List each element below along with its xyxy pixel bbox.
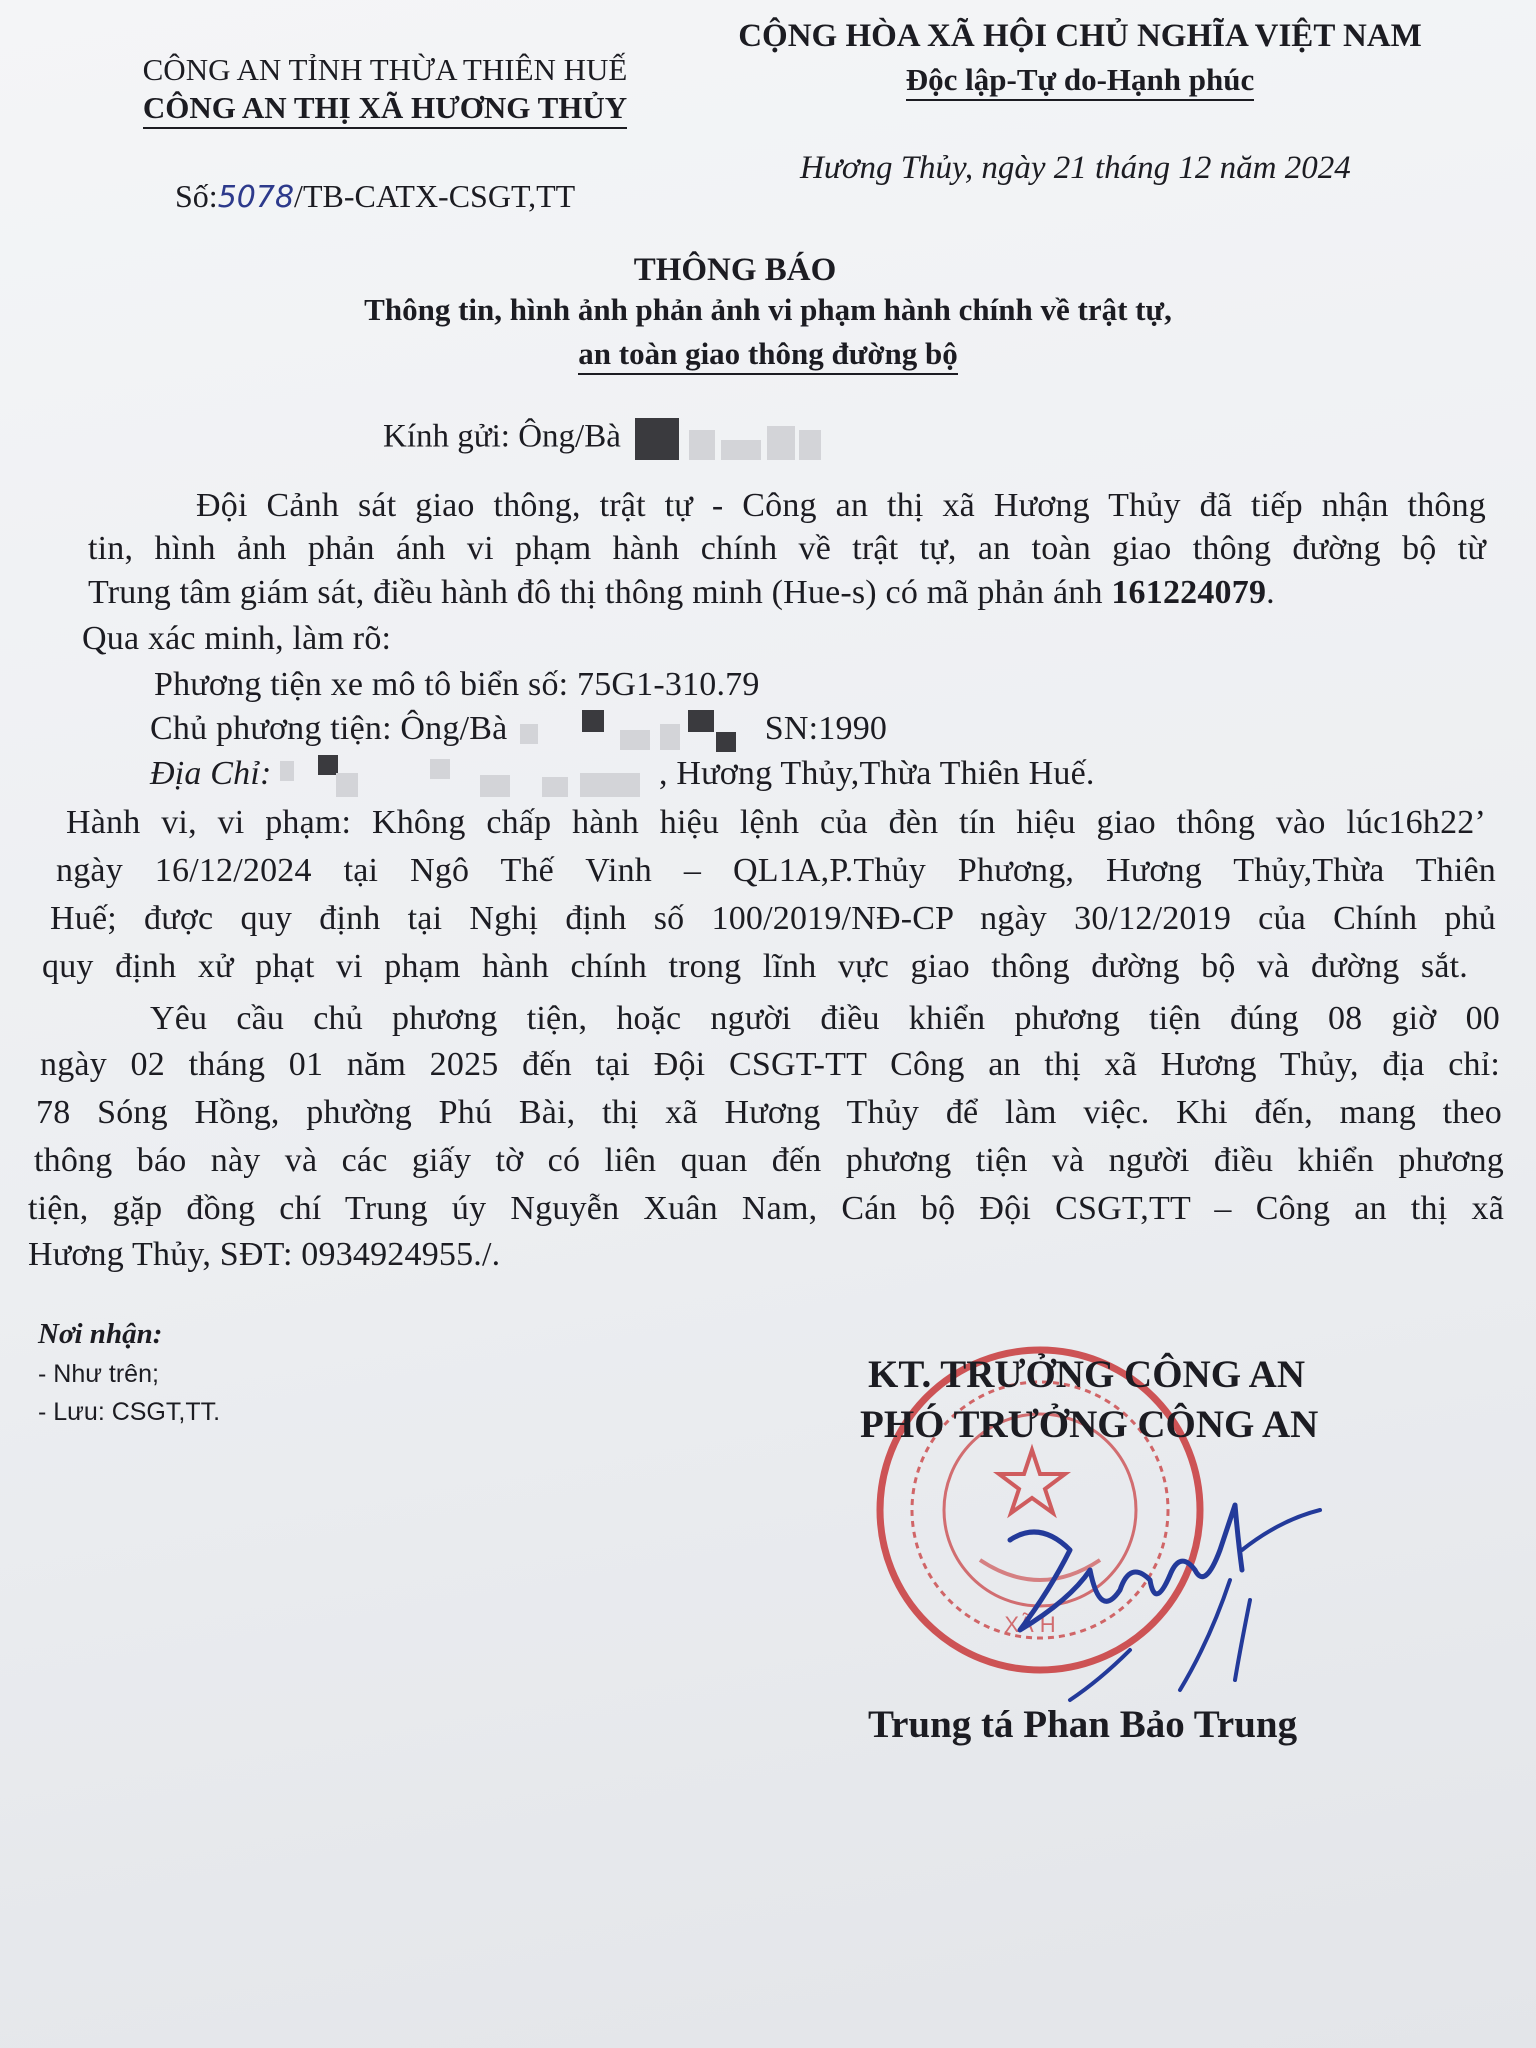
doc-no-prefix: Số: <box>175 178 218 214</box>
subtitle-underlined: an toàn giao thông đường bộ <box>578 336 957 375</box>
document-subtitle-1: Thông tin, hình ảnh phản ảnh vi phạm hành chính về trật tự, <box>364 292 1172 327</box>
place-date: Hương Thủy, ngày 21 tháng 12 năm 2024 <box>800 150 1351 186</box>
request-line1: Yêu cầu chủ phương tiện, hoặc người điều khiển phương tiện đúng 08 giờ 00 <box>150 1000 1500 1037</box>
agency-line-1: CÔNG AN TỈNH THỪA THIÊN HUẾ <box>142 52 628 87</box>
para1-line3 <box>88 574 1275 612</box>
recipient-item-1: - Như trên; <box>38 1360 159 1388</box>
country-title: CỘNG HÒA XÃ HỘI CHỦ NGHĨA VIỆT NAM <box>738 18 1422 54</box>
document-title: THÔNG BÁO <box>633 252 837 288</box>
para1-line3-end: . <box>1266 574 1275 611</box>
request-line3: 78 Sóng Hồng, phường Phú Bài, thị xã Hương Thủy để làm việc. Khi đến, mang theo <box>36 1094 1502 1131</box>
owner-line <box>150 710 887 752</box>
violation-line2: ngày 16/12/2024 tại Ngô Thế Vinh – QL1A,P.Thủy Phương, Hương Thủy,Thừa Thiên <box>56 852 1496 889</box>
signature-title-1: KT. TRƯỞNG CÔNG AN <box>868 1353 1305 1396</box>
violation-line3: Huế; được quy định tại Nghị định số 100/2019/NĐ-CP ngày 30/12/2019 của Chính phủ <box>50 900 1496 937</box>
redacted-name <box>635 418 821 460</box>
recipient-item-2: - Lưu: CSGT,TT. <box>38 1398 221 1426</box>
seal-text: XÃ H <box>1004 1612 1056 1637</box>
owner-label: Chủ phương tiện: Ông/Bà <box>150 710 508 747</box>
address-tail: , Hương Thủy,Thừa Thiên Huế. <box>658 755 1095 792</box>
recipient-label: Kính gửi: Ông/Bà <box>383 418 621 455</box>
request-line2: ngày 02 tháng 01 năm 2025 đến tại Đội CSGT-TT Công an thị xã Hương Thủy, địa chỉ: <box>40 1046 1500 1083</box>
para1-line4: Qua xác minh, làm rõ: <box>82 620 392 657</box>
signature-title-2: PHÓ TRƯỞNG CÔNG AN <box>860 1403 1319 1446</box>
address-line <box>150 755 1095 797</box>
request-line6: Hương Thủy, SĐT: 0934924955./. <box>28 1236 501 1273</box>
owner-birth-year: SN:1990 <box>764 710 888 747</box>
recipient-line <box>383 418 821 460</box>
redacted-address <box>280 755 650 797</box>
para1-line1: Đội Cảnh sát giao thông, trật tự - Công an thị xã Hương Thủy đã tiếp nhận thông <box>196 487 1486 524</box>
para1-line2: tin, hình ảnh phản ánh vi phạm hành chính về trật tự, an toàn giao thông đường bộ từ <box>88 530 1486 567</box>
motto-underlined: Độc lập-Tự do-Hạnh phúc <box>906 62 1255 101</box>
handwritten-signature <box>980 1480 1340 1710</box>
country-motto <box>720 62 1440 98</box>
agency-name-underlined: CÔNG AN THỊ XÃ HƯƠNG THỦY <box>143 90 627 129</box>
document-subtitle-2 <box>0 336 1536 372</box>
violation-line1: Hành vi, vi phạm: Không chấp hành hiệu lệnh của đèn tín hiệu giao thông vào lúc16h22’ <box>66 804 1486 841</box>
redacted-owner <box>516 710 756 752</box>
request-line5: tiện, gặp đồng chí Trung úy Nguyễn Xuân Nam, Cán bộ Đội CSGT,TT – Công an thị xã <box>28 1190 1504 1227</box>
recipients-title: Nơi nhận: <box>38 1318 163 1350</box>
signer-name: Trung tá Phan Bảo Trung <box>868 1703 1298 1746</box>
request-line4: thông báo này và các giấy tờ có liên quan đến phương tiện và người điều khiển phương <box>34 1142 1504 1179</box>
doc-no-suffix: /TB-CATX-CSGT,TT <box>294 178 576 214</box>
agency-line-2 <box>100 90 670 126</box>
violation-line4: quy định xử phạt vi phạm hành chính trong lĩnh vực giao thông đường bộ và đường sắt. <box>42 948 1468 985</box>
para1-line3-text: Trung tâm giám sát, điều hành đô thị thông minh (Hue-s) có mã phản ánh <box>88 574 1112 611</box>
doc-no-handwritten: 5078 <box>217 180 295 215</box>
address-label: Địa Chỉ: <box>150 755 272 792</box>
document-number <box>175 178 575 215</box>
vehicle-plate: Phương tiện xe mô tô biển số: 75G1-310.79 <box>154 666 760 703</box>
feedback-code: 161224079 <box>1111 574 1267 611</box>
